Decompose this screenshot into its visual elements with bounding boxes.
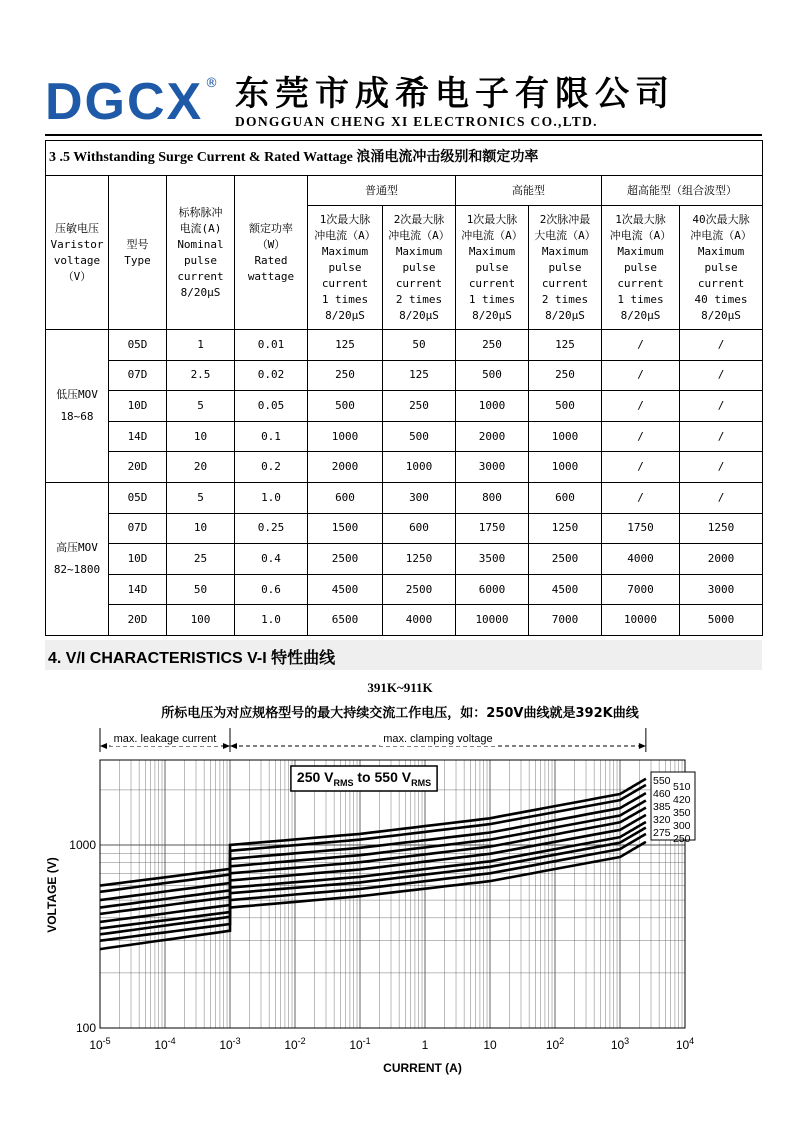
table-cell: / bbox=[680, 482, 763, 513]
header-line: 1 times bbox=[617, 292, 664, 306]
table-cell: 0.05 bbox=[235, 391, 308, 422]
table-cell: 5000 bbox=[680, 605, 763, 636]
header-line: 型号 bbox=[126, 237, 149, 251]
tick-exponent: -5 bbox=[102, 1036, 111, 1046]
table-cell: 6000 bbox=[456, 574, 529, 605]
chart-title-part: 250 V bbox=[296, 769, 334, 785]
header-line: 1 times bbox=[321, 292, 369, 306]
table-cell: 4000 bbox=[602, 544, 680, 575]
tick-exponent: -1 bbox=[362, 1036, 371, 1046]
tick-base: 1 bbox=[421, 1038, 429, 1052]
header-line: pulse bbox=[548, 260, 582, 274]
header-group-high: 高能型 bbox=[456, 176, 602, 206]
table-cell: 250 bbox=[456, 330, 529, 361]
table-cell: 7000 bbox=[529, 605, 602, 636]
table-cell: 500 bbox=[383, 421, 456, 452]
table-cell: 300 bbox=[383, 482, 456, 513]
header-line: current bbox=[177, 269, 224, 283]
table-cell: 2500 bbox=[308, 544, 383, 575]
header-line: 冲电流（A） bbox=[690, 228, 752, 242]
table-cell: 125 bbox=[529, 330, 602, 361]
x-tick-label bbox=[89, 1036, 110, 1052]
table-cell: 20 bbox=[167, 452, 235, 483]
table-cell: 250 bbox=[308, 360, 383, 391]
series-label: 275 bbox=[653, 827, 671, 839]
table-cell: 100 bbox=[167, 605, 235, 636]
series-label: 300 bbox=[673, 820, 691, 832]
table-cell: 5 bbox=[167, 391, 235, 422]
table-cell: / bbox=[680, 452, 763, 483]
header-line: 40 times bbox=[694, 292, 748, 306]
header-line: 40次最大脉 bbox=[692, 212, 750, 226]
header-line: Type bbox=[124, 253, 151, 267]
table-cell: 500 bbox=[456, 360, 529, 391]
table-cell: 3000 bbox=[680, 574, 763, 605]
table-cell: / bbox=[602, 360, 680, 391]
table-cell: 1000 bbox=[308, 421, 383, 452]
table-cell: 10 bbox=[167, 421, 235, 452]
tick-exponent: 3 bbox=[624, 1036, 630, 1046]
header-group-normal: 普通型 bbox=[308, 176, 456, 206]
table-cell: 14D bbox=[109, 421, 167, 452]
table-cell: 4500 bbox=[529, 574, 602, 605]
series-label: 350 bbox=[673, 807, 691, 819]
header-line: wattage bbox=[247, 269, 295, 283]
header-line: 8/20μS bbox=[545, 308, 585, 322]
table-cell: 10D bbox=[109, 544, 167, 575]
table-cell: 3500 bbox=[456, 544, 529, 575]
header-line: Nominal bbox=[177, 237, 224, 251]
table-cell: 14D bbox=[109, 574, 167, 605]
table-cell: 600 bbox=[529, 482, 602, 513]
header-line: （V） bbox=[62, 269, 92, 283]
table-cell: 1000 bbox=[383, 452, 456, 483]
company-name-en: DONGGUAN CHENG XI ELECTRONICS CO.,LTD. bbox=[235, 114, 598, 129]
table-cell: 1250 bbox=[383, 544, 456, 575]
header-group-super: 超高能型（组合波型） bbox=[602, 176, 763, 206]
x-tick-label bbox=[349, 1036, 370, 1052]
table-cell: 3000 bbox=[456, 452, 529, 483]
tick-exponent: -4 bbox=[167, 1036, 176, 1046]
x-tick-label bbox=[546, 1036, 564, 1052]
header-line: 冲电流（A） bbox=[461, 228, 523, 242]
chart-title-part: to 550 V bbox=[353, 769, 412, 785]
header-line: Maximum bbox=[541, 244, 589, 258]
leakage-region-label: max. leakage current bbox=[113, 733, 217, 745]
header-line: 标称脉冲 bbox=[178, 205, 223, 219]
table-cell: 6500 bbox=[308, 605, 383, 636]
tick-base: 10 bbox=[610, 1038, 625, 1052]
clamping-region-label: max. clamping voltage bbox=[383, 733, 493, 745]
table-cell: / bbox=[602, 330, 680, 361]
table-cell: 250 bbox=[383, 391, 456, 422]
header-line: 2 times bbox=[395, 292, 443, 306]
table-cell: 0.02 bbox=[235, 360, 308, 391]
header-line: pulse bbox=[704, 260, 738, 274]
table-cell: 50 bbox=[383, 330, 456, 361]
series-label: 385 bbox=[653, 801, 671, 813]
header-line: （W） bbox=[256, 237, 286, 251]
series-label: 250 bbox=[673, 833, 691, 845]
table-cell: 50 bbox=[167, 574, 235, 605]
company-name-cn: 东莞市成希电子有限公司 bbox=[235, 74, 675, 114]
tick-exponent: -3 bbox=[232, 1036, 241, 1046]
header-line: 冲电流（A） bbox=[388, 228, 450, 242]
table-cell: 05D bbox=[109, 482, 167, 513]
header-line: 大电流（A） bbox=[534, 228, 596, 242]
x-tick-label bbox=[422, 1038, 429, 1052]
table-cell: 10D bbox=[109, 391, 167, 422]
table-cell: 10 bbox=[167, 513, 235, 544]
x-tick-label bbox=[154, 1036, 175, 1052]
header-line: 冲电流（A） bbox=[314, 228, 376, 242]
header-line: Varistor bbox=[50, 237, 104, 251]
header-line: pulse bbox=[623, 260, 658, 274]
table-cell: 0.01 bbox=[235, 330, 308, 361]
group-label-line: 高压MOV bbox=[56, 540, 98, 554]
table-cell: 20D bbox=[109, 452, 167, 483]
header-line: 1 times bbox=[468, 292, 516, 306]
series-label: 510 bbox=[673, 781, 691, 793]
y-tick-label: 100 bbox=[75, 1021, 96, 1035]
registered-mark: ® bbox=[205, 76, 218, 91]
tick-exponent: -2 bbox=[297, 1036, 306, 1046]
x-axis-label: CURRENT (A) bbox=[383, 1061, 462, 1075]
table-cell: 25 bbox=[167, 544, 235, 575]
header-line: Rated bbox=[254, 253, 288, 267]
header-line: 8/20μS bbox=[399, 308, 439, 322]
x-tick-label bbox=[284, 1036, 305, 1052]
header-line: Maximum bbox=[617, 244, 664, 258]
series-line bbox=[100, 834, 646, 941]
header-line: pulse bbox=[183, 253, 218, 267]
chart-title-part: RMS bbox=[333, 778, 354, 788]
header-line: 2次脉冲最 bbox=[539, 212, 591, 226]
chart-title-part: RMS bbox=[411, 778, 432, 788]
table-cell: 600 bbox=[383, 513, 456, 544]
table-cell: 125 bbox=[383, 360, 456, 391]
tick-base: 10 bbox=[219, 1038, 233, 1052]
header-line: 额定功率 bbox=[249, 221, 293, 235]
header-line: 8/20μS bbox=[180, 285, 221, 299]
series-label: 320 bbox=[653, 814, 671, 826]
table-cell: 10000 bbox=[456, 605, 529, 636]
table-cell: 500 bbox=[308, 391, 383, 422]
table-cell: 1250 bbox=[529, 513, 602, 544]
group-label-line: 18~68 bbox=[60, 409, 94, 423]
table-cell: 20D bbox=[109, 605, 167, 636]
voltage-note: 所标电压为对应规格型号的最大持续交流工作电压，如：250V曲线就是392K曲线 bbox=[161, 706, 639, 721]
table-cell: 2500 bbox=[383, 574, 456, 605]
table-cell: / bbox=[680, 391, 763, 422]
table-cell: 500 bbox=[529, 391, 602, 422]
table-title: 3 .5 Withstanding Surge Current & Rated Wattage 浪涌电流冲击级别和额定功率 bbox=[46, 141, 763, 176]
table-cell: 1750 bbox=[602, 513, 680, 544]
table-cell: 250 bbox=[529, 360, 602, 391]
table-cell: 1 bbox=[167, 330, 235, 361]
tick-base: 10 bbox=[154, 1038, 168, 1052]
header-line: current bbox=[468, 276, 516, 290]
x-tick-label bbox=[483, 1038, 497, 1052]
group-label-line: 低压MOV bbox=[56, 387, 98, 401]
table-cell: 1250 bbox=[680, 513, 763, 544]
y-tick-label: 1000 bbox=[69, 838, 96, 852]
table-cell: / bbox=[680, 330, 763, 361]
table-cell: 1.0 bbox=[235, 482, 308, 513]
y-axis-label: VOLTAGE (V) bbox=[45, 857, 59, 933]
table-cell: 07D bbox=[109, 360, 167, 391]
header-line: 8/20μS bbox=[620, 308, 661, 322]
header-line: current bbox=[697, 276, 745, 290]
table-cell: / bbox=[680, 421, 763, 452]
header-line: 冲电流（A） bbox=[609, 228, 672, 242]
header-line: 1次最大脉 bbox=[615, 212, 666, 226]
header-line: pulse bbox=[475, 260, 509, 274]
header-line: 8/20μS bbox=[472, 308, 512, 322]
header-line: 1次最大脉 bbox=[319, 212, 371, 226]
x-tick-label bbox=[611, 1036, 629, 1052]
header-line: Maximum bbox=[321, 244, 369, 258]
table-cell: 800 bbox=[456, 482, 529, 513]
header-line: current bbox=[321, 276, 369, 290]
header-line: 压敏电压 bbox=[55, 221, 99, 235]
table-cell: 5 bbox=[167, 482, 235, 513]
tick-base: 10 bbox=[349, 1038, 363, 1052]
header-line: 电流(A) bbox=[179, 221, 222, 235]
table-cell: 0.4 bbox=[235, 544, 308, 575]
table-cell: 05D bbox=[109, 330, 167, 361]
series-label: 550 bbox=[653, 775, 671, 787]
tick-base: 10 bbox=[483, 1038, 497, 1052]
table-cell: 2000 bbox=[680, 544, 763, 575]
table-cell: 125 bbox=[308, 330, 383, 361]
table-cell: 7000 bbox=[602, 574, 680, 605]
table-cell: 4000 bbox=[383, 605, 456, 636]
header-line: pulse bbox=[402, 260, 436, 274]
table-cell: 2000 bbox=[456, 421, 529, 452]
table-cell: 1000 bbox=[456, 391, 529, 422]
table-cell: 2000 bbox=[308, 452, 383, 483]
header-line: 2 times bbox=[541, 292, 589, 306]
table-cell: 1.0 bbox=[235, 605, 308, 636]
table-cell: 0.2 bbox=[235, 452, 308, 483]
table-cell: 1750 bbox=[456, 513, 529, 544]
table-cell: 0.6 bbox=[235, 574, 308, 605]
group-label-line: 82~1800 bbox=[53, 562, 101, 576]
plot-frame bbox=[100, 760, 685, 1028]
table-cell: 1000 bbox=[529, 421, 602, 452]
x-tick-label bbox=[676, 1036, 694, 1052]
table-cell: 0.1 bbox=[235, 421, 308, 452]
header-line: 1次最大脉 bbox=[466, 212, 518, 226]
header-line: Maximum bbox=[395, 244, 443, 258]
header-line: 8/20μS bbox=[325, 308, 365, 322]
section4-title: 4. V/I CHARACTERISTICS V-I 特性曲线 bbox=[48, 650, 336, 667]
tick-exponent: 2 bbox=[559, 1036, 565, 1046]
table-cell: / bbox=[680, 360, 763, 391]
header-line: current bbox=[541, 276, 589, 290]
table-cell: 2500 bbox=[529, 544, 602, 575]
table-cell: 0.25 bbox=[235, 513, 308, 544]
tick-base: 10 bbox=[675, 1038, 690, 1052]
series-label: 420 bbox=[673, 794, 691, 806]
tick-base: 10 bbox=[545, 1038, 560, 1052]
table-cell: / bbox=[602, 482, 680, 513]
header-line: 2次最大脉 bbox=[393, 212, 445, 226]
table-cell: / bbox=[602, 391, 680, 422]
company-logo: DGCX bbox=[45, 73, 204, 131]
table-cell: 1500 bbox=[308, 513, 383, 544]
tick-exponent: 4 bbox=[689, 1036, 695, 1046]
series-label: 460 bbox=[653, 788, 671, 800]
header-line: pulse bbox=[328, 260, 362, 274]
table-cell: 10000 bbox=[602, 605, 680, 636]
tick-base: 10 bbox=[284, 1038, 298, 1052]
header-line: 8/20μS bbox=[701, 308, 741, 322]
header-line: current bbox=[395, 276, 443, 290]
tick-base: 10 bbox=[89, 1038, 103, 1052]
model-range: 391K~911K bbox=[367, 680, 433, 695]
header-line: voltage bbox=[53, 253, 101, 267]
table-cell: / bbox=[602, 421, 680, 452]
table-cell: 2.5 bbox=[167, 360, 235, 391]
table-cell: / bbox=[602, 452, 680, 483]
header-line: current bbox=[617, 276, 664, 290]
table-cell: 1000 bbox=[529, 452, 602, 483]
header-line: Maximum bbox=[468, 244, 516, 258]
table-cell: 07D bbox=[109, 513, 167, 544]
header-line: Maximum bbox=[697, 244, 745, 258]
table-cell: 4500 bbox=[308, 574, 383, 605]
table-cell: 600 bbox=[308, 482, 383, 513]
x-tick-label bbox=[219, 1036, 240, 1052]
